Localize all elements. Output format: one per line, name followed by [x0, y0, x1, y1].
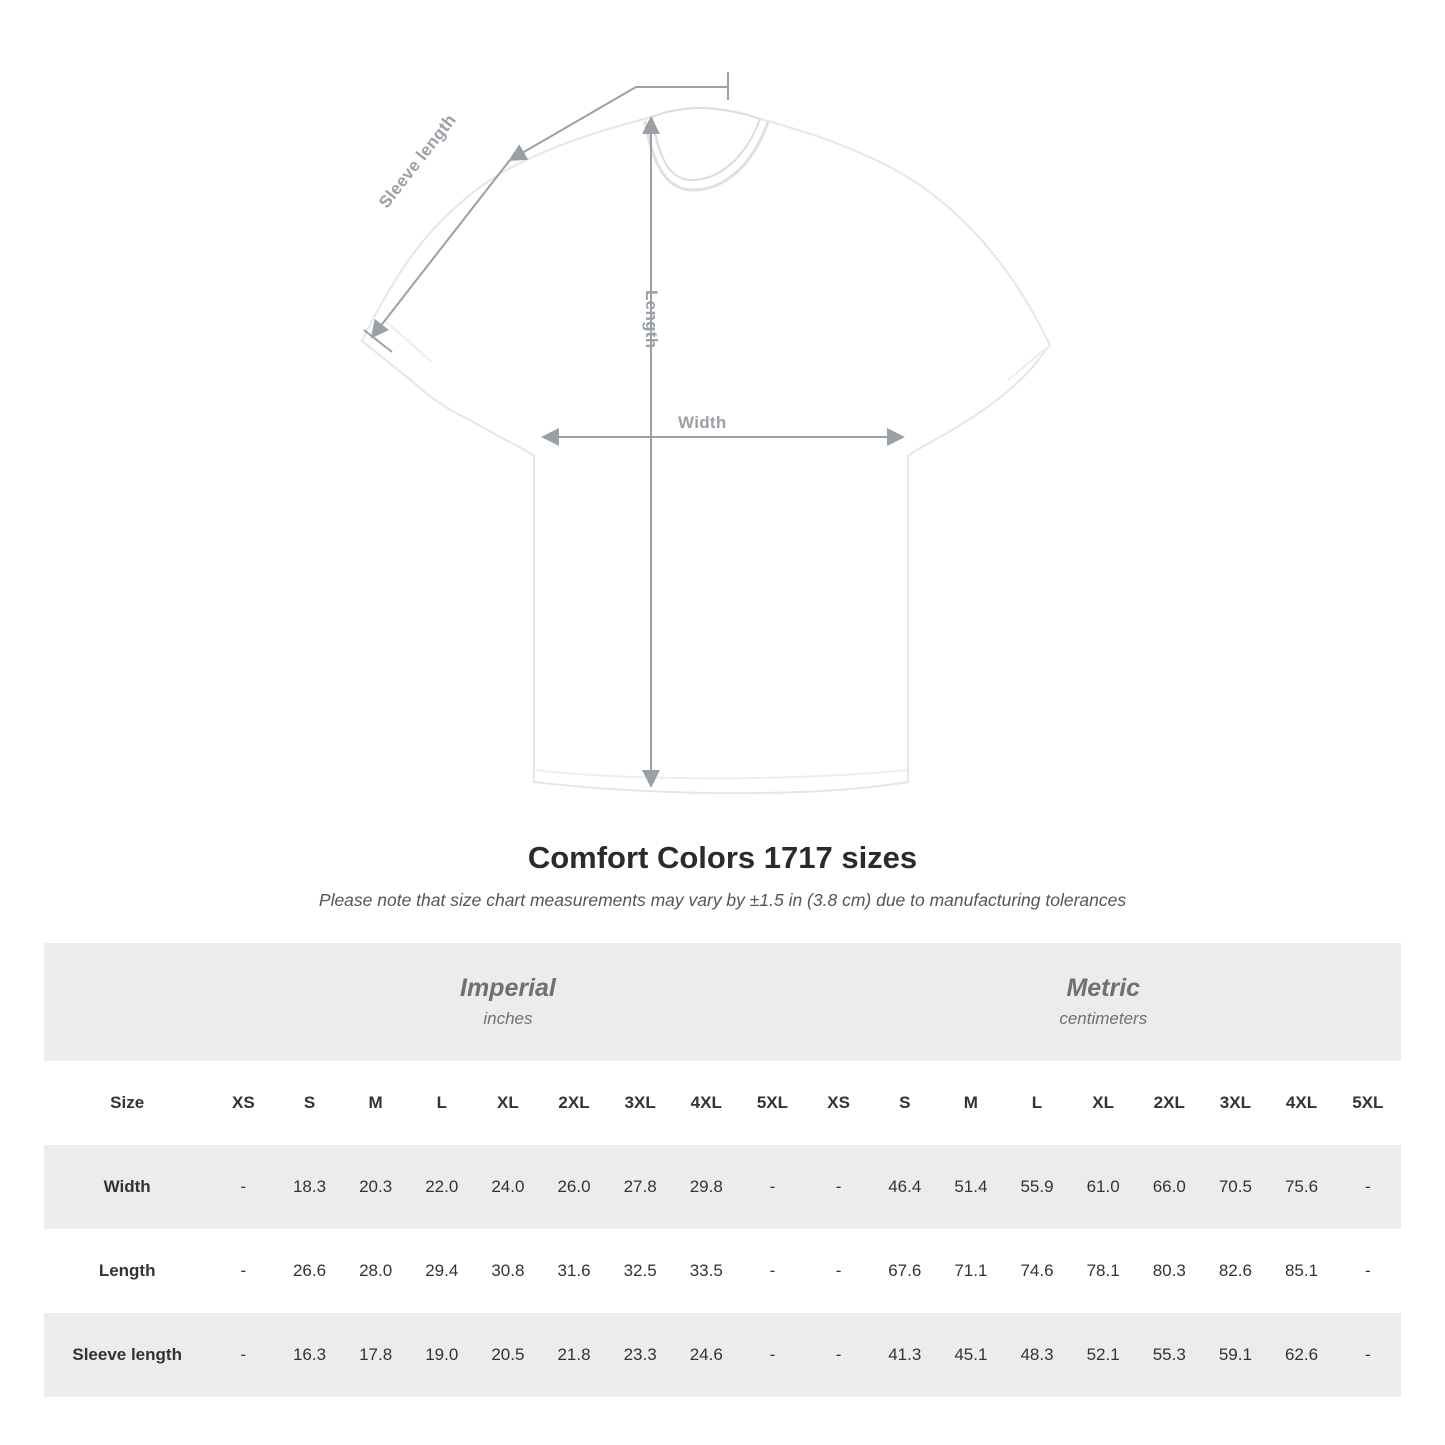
- cell-sleeve-imp-3xl: 23.3: [607, 1313, 673, 1397]
- cell-width-met-s: 46.4: [872, 1145, 938, 1229]
- cell-length-met-xl: 78.1: [1070, 1229, 1136, 1313]
- header-size-met-xs: XS: [806, 1061, 872, 1145]
- cell-length-met-3xl: 82.6: [1202, 1229, 1268, 1313]
- measurement-note: Please note that size chart measurements may vary by ±1.5 in (3.8 cm) due to manufacturing tolerances: [318, 890, 1127, 910]
- cell-length-imp-5xl: -: [739, 1229, 805, 1313]
- cell-length-imp-2xl: 31.6: [541, 1229, 607, 1313]
- cell-sleeve-met-xs: -: [806, 1313, 872, 1397]
- cell-sleeve-imp-4xl: 24.6: [673, 1313, 739, 1397]
- unit-imperial-sub: inches: [483, 1008, 533, 1028]
- cell-length-imp-s: 26.6: [276, 1229, 342, 1313]
- cell-length-imp-4xl: 33.5: [673, 1229, 739, 1313]
- cell-width-imp-4xl: 29.8: [673, 1145, 739, 1229]
- cell-length-met-4xl: 85.1: [1268, 1229, 1334, 1313]
- cell-width-met-4xl: 75.6: [1268, 1145, 1334, 1229]
- length-label: Length: [642, 290, 661, 349]
- cell-sleeve-imp-xs: -: [210, 1313, 276, 1397]
- cell-sleeve-met-4xl: 62.6: [1268, 1313, 1334, 1397]
- cell-sleeve-imp-5xl: -: [739, 1313, 805, 1397]
- header-size-imp-5xl: 5XL: [739, 1061, 805, 1145]
- cell-sleeve-imp-l: 19.0: [409, 1313, 475, 1397]
- cell-width-met-3xl: 70.5: [1202, 1145, 1268, 1229]
- cell-width-imp-s: 18.3: [276, 1145, 342, 1229]
- cell-width-imp-3xl: 27.8: [607, 1145, 673, 1229]
- header-size-imp-2xl: 2XL: [541, 1061, 607, 1145]
- header-size-imp-l: L: [409, 1061, 475, 1145]
- cell-length-met-m: 71.1: [938, 1229, 1004, 1313]
- header-size-met-m: M: [938, 1061, 1004, 1145]
- cell-width-met-xs: -: [806, 1145, 872, 1229]
- header-size-imp-xs: XS: [210, 1061, 276, 1145]
- tshirt-shape: [362, 108, 1050, 793]
- header-size-label: Size: [44, 1061, 210, 1145]
- cell-sleeve-met-l: 48.3: [1004, 1313, 1070, 1397]
- cell-length-met-xs: -: [806, 1229, 872, 1313]
- cell-length-met-2xl: 80.3: [1136, 1229, 1202, 1313]
- cell-length-imp-3xl: 32.5: [607, 1229, 673, 1313]
- header-size-imp-xl: XL: [475, 1061, 541, 1145]
- cell-width-imp-xs: -: [210, 1145, 276, 1229]
- cell-width-met-l: 55.9: [1004, 1145, 1070, 1229]
- unit-group-metric: [806, 943, 1401, 1061]
- unit-header-row: [44, 943, 1401, 1061]
- table-row: [44, 1313, 1401, 1397]
- cell-width-imp-5xl: -: [739, 1145, 805, 1229]
- header-size-imp-m: M: [343, 1061, 409, 1145]
- header-size-met-4xl: 4XL: [1268, 1061, 1334, 1145]
- cell-length-imp-xs: -: [210, 1229, 276, 1313]
- sleeve-length-label: Sleeve length: [375, 110, 460, 212]
- width-label: Width: [678, 413, 727, 432]
- unit-spacer-cell: [44, 943, 210, 1061]
- header-size-imp-4xl: 4XL: [673, 1061, 739, 1145]
- table-row: [44, 1229, 1401, 1313]
- cell-length-imp-xl: 30.8: [475, 1229, 541, 1313]
- cell-width-met-m: 51.4: [938, 1145, 1004, 1229]
- cell-width-imp-m: 20.3: [343, 1145, 409, 1229]
- cell-sleeve-met-3xl: 59.1: [1202, 1313, 1268, 1397]
- header-size-met-s: S: [872, 1061, 938, 1145]
- cell-sleeve-met-s: 41.3: [872, 1313, 938, 1397]
- header-size-imp-3xl: 3XL: [607, 1061, 673, 1145]
- cell-length-imp-l: 29.4: [409, 1229, 475, 1313]
- cell-width-met-xl: 61.0: [1070, 1145, 1136, 1229]
- cell-length-imp-m: 28.0: [343, 1229, 409, 1313]
- unit-metric-name: Metric: [1066, 974, 1141, 1003]
- unit-metric-sub: centimeters: [1059, 1008, 1148, 1028]
- cell-sleeve-imp-xl: 20.5: [475, 1313, 541, 1397]
- page-title: Comfort Colors 1717 sizes: [527, 840, 918, 875]
- cell-width-met-5xl: -: [1335, 1145, 1401, 1229]
- cell-width-imp-xl: 24.0: [475, 1145, 541, 1229]
- cell-length-met-5xl: -: [1335, 1229, 1401, 1313]
- header-size-met-3xl: 3XL: [1202, 1061, 1268, 1145]
- header-size-met-5xl: 5XL: [1335, 1061, 1401, 1145]
- size-header-row: [44, 1061, 1401, 1145]
- size-table-wrapper: [44, 943, 1401, 1397]
- cell-width-met-2xl: 66.0: [1136, 1145, 1202, 1229]
- row-label-width: Width: [44, 1145, 210, 1229]
- header-size-met-l: L: [1004, 1061, 1070, 1145]
- unit-imperial-name: Imperial: [460, 974, 556, 1003]
- cell-width-imp-2xl: 26.0: [541, 1145, 607, 1229]
- cell-length-met-l: 74.6: [1004, 1229, 1070, 1313]
- header-size-met-xl: XL: [1070, 1061, 1136, 1145]
- cell-sleeve-imp-s: 16.3: [276, 1313, 342, 1397]
- cell-sleeve-met-2xl: 55.3: [1136, 1313, 1202, 1397]
- unit-group-imperial: [210, 943, 805, 1061]
- cell-sleeve-imp-m: 17.8: [343, 1313, 409, 1397]
- cell-sleeve-met-m: 45.1: [938, 1313, 1004, 1397]
- cell-width-imp-l: 22.0: [409, 1145, 475, 1229]
- row-label-sleeve-length: Sleeve length: [44, 1313, 210, 1397]
- header-size-imp-s: S: [276, 1061, 342, 1145]
- header-size-met-2xl: 2XL: [1136, 1061, 1202, 1145]
- size-table: [44, 943, 1401, 1397]
- cell-sleeve-met-xl: 52.1: [1070, 1313, 1136, 1397]
- cell-sleeve-met-5xl: -: [1335, 1313, 1401, 1397]
- cell-sleeve-imp-2xl: 21.8: [541, 1313, 607, 1397]
- cell-length-met-s: 67.6: [872, 1229, 938, 1313]
- row-label-length: Length: [44, 1229, 210, 1313]
- table-row: [44, 1145, 1401, 1229]
